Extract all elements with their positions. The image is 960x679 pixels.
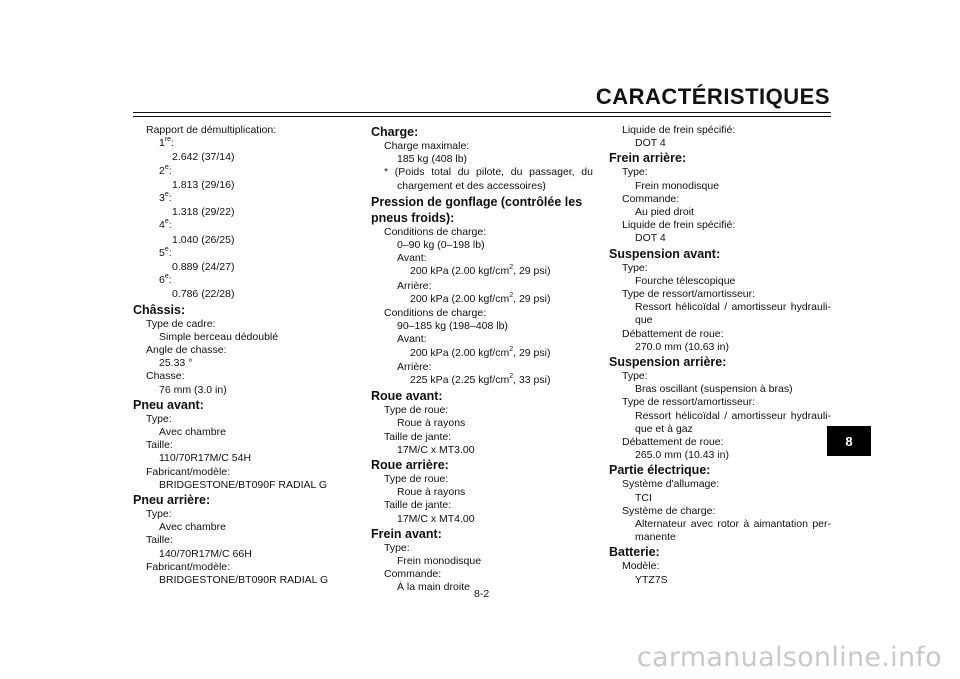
load-heading: Charge: [371,125,419,139]
rear-spring-value: Ressort hélicoïdal / amortisseur hydrauli- que et à gaz [635,409,831,435]
ignition-value: TCI [635,491,652,504]
caster-value: 25.33 ° [159,357,193,370]
front-pressure-2-label: Avant: [397,333,427,346]
rear-brake-control-label: Commande: [622,192,680,205]
rear-suspension-type-label: Type: [622,370,648,383]
front-tire-type-label: Type: [146,412,172,425]
rear-rim-value: 17M/C x MT4.00 [397,512,475,525]
front-pressure-1-label: Avant: [397,252,427,265]
front-brake-type-label: Type: [384,541,410,554]
gear-4-label: 4e: [159,218,172,232]
rear-tire-maker-label: Fabricant/modèle: [146,560,231,573]
gear-2-value: 1.813 (29/16) [172,178,235,191]
gear-1-label: 1re: [159,136,174,150]
rear-wheel-type-value: Roue à rayons [397,486,466,499]
gear-ratio-label: Rapport de démultiplication: [146,124,277,136]
load-condition-2-value: 90–185 kg (198–408 lb) [397,320,508,333]
front-travel-label: Débattement de roue: [622,327,724,340]
front-suspension-type-value: Fourche télescopique [635,274,736,287]
gear-3-label: 3e: [159,191,172,205]
front-suspension-heading: Suspension avant: [609,246,721,261]
trail-label: Chasse: [146,370,185,383]
gear-3-value: 1.318 (29/22) [172,206,235,219]
max-load-value: 185 kg (408 lb) [397,153,468,166]
rear-tire-size-value: 140/70R17M/C 66H [159,547,252,560]
gear-6-label: 6e: [159,273,172,287]
tire-pressure-heading: Pression de gonflage (contrôlée les pneus froids): [371,194,583,225]
rear-spring-label: Type de ressort/amortisseur: [622,396,756,409]
rear-travel-label: Débattement de roue: [622,436,724,449]
front-tire-maker-value: BRIDGESTONE/BT090F RADIAL G [159,478,328,491]
rear-brake-type-value: Frein monodisque [635,179,720,192]
rear-suspension-type-value: Bras oscillant (suspension à bras) [635,383,793,396]
gear-5-label: 5e: [159,245,172,259]
header-rule-bottom [133,116,831,117]
rear-brake-control-value: Au pied droit [635,206,694,219]
front-tire-maker-label: Fabricant/modèle: [146,465,231,478]
rear-brake-type-label: Type: [622,166,648,179]
rear-pressure-2-value: 225 kPa (2.25 kgf/$cm^2$, 33 psi) [410,373,551,387]
rear-pressure-1-value: 200 kPa (2.00 kgf/$cm^2$, 29 psi) [410,291,551,305]
front-spring-label: Type de ressort/amortisseur: [622,288,756,301]
rear-wheel-type-label: Type de roue: [384,473,449,486]
front-suspension-type-label: Type: [622,261,648,274]
gear-6-value: 0.786 (22/28) [172,288,235,301]
load-condition-1-label: Conditions de charge: [384,225,487,238]
page-title: CARACTÉRISTIQUES [595,84,830,109]
rear-travel-value: 265.0 mm (10.43 in) [635,449,729,462]
front-brake-heading: Frein avant: [371,526,442,541]
front-tire-heading: Pneu avant: [133,397,204,412]
gear-2-label: 2e: [159,163,172,177]
frame-type-label: Type de cadre: [146,317,216,330]
rear-tire-size-label: Taille: [146,534,173,547]
front-brake-control-value: À la main droite [397,581,470,594]
front-rim-value: 17M/C x MT3.00 [397,443,475,456]
rear-tire-heading: Pneu arrière: [133,493,211,508]
rear-suspension-heading: Suspension arrière: [609,355,727,370]
rear-pressure-2-label: Arrière: [397,360,432,373]
rear-wheel-heading: Roue arrière: [371,458,449,473]
trail-value: 76 mm (3.0 in) [159,383,227,396]
battery-model-value: YTZ7S [635,573,668,586]
rear-tire-type-label: Type: [146,508,172,521]
front-brake-fluid-label: Liquide de frein spécifié: [622,124,736,136]
header-rule-top [133,112,831,113]
max-load-label: Charge maximale: [384,140,470,152]
front-brake-fluid-value: DOT 4 [635,137,666,150]
watermark: carmanualsonline.info [636,642,942,673]
gear-5-value: 0.889 (24/27) [172,261,235,274]
front-brake-type-value: Frein monodisque [397,555,482,568]
front-pressure-1-value: 200 kPa (2.00 kgf/$cm^2$, 29 psi) [410,264,551,278]
front-tire-size-label: Taille: [146,439,173,452]
front-travel-value: 270.0 mm (10.63 in) [635,340,729,353]
rear-rim-label: Taille de jante: [384,499,452,512]
page-number: 8-2 [474,588,490,600]
section-tab: 8 [827,426,871,456]
frame-type-value: Simple berceau dédoublé [159,330,279,343]
rear-brake-fluid-value: DOT 4 [635,232,666,245]
front-wheel-heading: Roue avant: [371,389,443,404]
front-wheel-type-value: Roue à rayons [397,417,466,430]
rear-pressure-1-label: Arrière: [397,279,432,292]
load-condition-2-label: Conditions de charge: [384,307,487,320]
column-right [609,124,831,587]
rear-tire-maker-value: BRIDGESTONE/BT090R RADIAL G [159,574,329,587]
chassis-heading: Châssis: [133,302,186,317]
front-rim-label: Taille de jante: [384,430,452,443]
column-middle [371,124,593,595]
front-brake-control-label: Commande: [384,568,442,581]
front-pressure-2-value: 200 kPa (2.00 kgf/$cm^2$, 29 psi) [410,345,551,359]
battery-heading: Batterie: [609,545,660,560]
front-spring-value: Ressort hélicoïdal / amortisseur hydrauli- que [635,301,831,327]
battery-model-label: Modèle: [622,560,660,573]
front-tire-type-value: Avec chambre [159,426,226,439]
gear-4-value: 1.040 (26/25) [172,233,235,246]
load-note: * (Poids total du pilote, du passager, du chargement et des accessoires) [384,166,593,192]
charging-value: Alternateur avec rotor à aimantation per- manente [635,518,831,544]
column-left [133,124,348,587]
charging-label: Système de charge: [622,504,716,517]
load-condition-1-value: 0–90 kg (0–198 lb) [397,239,485,252]
front-tire-size-value: 110/70R17M/C 54H [159,452,252,465]
rear-tire-type-value: Avec chambre [159,521,226,534]
front-wheel-type-label: Type de roue: [384,404,449,417]
caster-label: Angle de chasse: [146,344,227,357]
rear-brake-heading: Frein arrière: [609,151,687,166]
ignition-label: Système d'allumage: [622,478,720,491]
gear-1-value: 2.642 (37/14) [172,151,235,164]
rear-brake-fluid-label: Liquide de frein spécifié: [622,219,736,232]
electrical-heading: Partie électrique: [609,463,711,478]
